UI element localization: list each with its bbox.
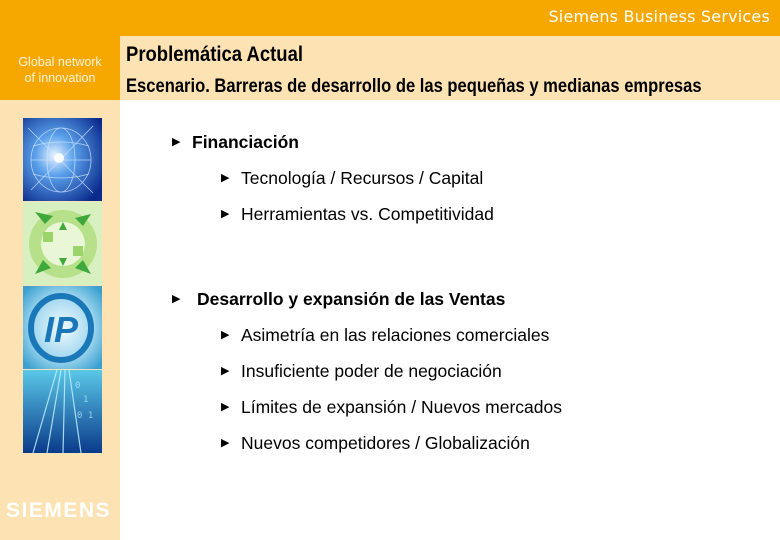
right-triangle-bullet-icon: ▶ [221,208,230,220]
slide-title: Problemática Actual [126,43,303,66]
right-triangle-bullet-icon: ▶ [221,365,230,377]
right-triangle-bullet-icon: ▶ [221,172,230,184]
right-triangle-bullet-icon: ▶ [221,437,230,449]
arrows-circle-image [23,202,102,285]
digital-highway-image [23,370,102,453]
right-triangle-bullet-icon: ▶ [221,329,230,341]
brand-name: Siemens Business Services [548,7,770,26]
slide-subtitle: Escenario. Barreras de desarrollo de las pequeñas y medianas empresas [126,76,702,97]
right-triangle-bullet-icon: ▶ [221,401,230,413]
tagline [0,36,120,100]
sidebar [0,36,120,540]
globe-network-image [23,118,102,201]
right-triangle-bullet-icon: ▶ [172,136,181,148]
tagline-line1: Global network [18,55,102,69]
siemens-logo: SIEMENS [6,499,112,522]
header-bar [0,0,780,36]
right-triangle-bullet-icon: ▶ [172,293,181,305]
svg-text:0 1: 0 1 [77,411,94,421]
svg-text:IP: IP [43,309,79,350]
svg-text:1: 1 [83,395,89,405]
tagline-line2: of innovation [24,71,96,85]
ip-logo-image [23,286,102,369]
svg-text:0: 0 [75,381,81,391]
